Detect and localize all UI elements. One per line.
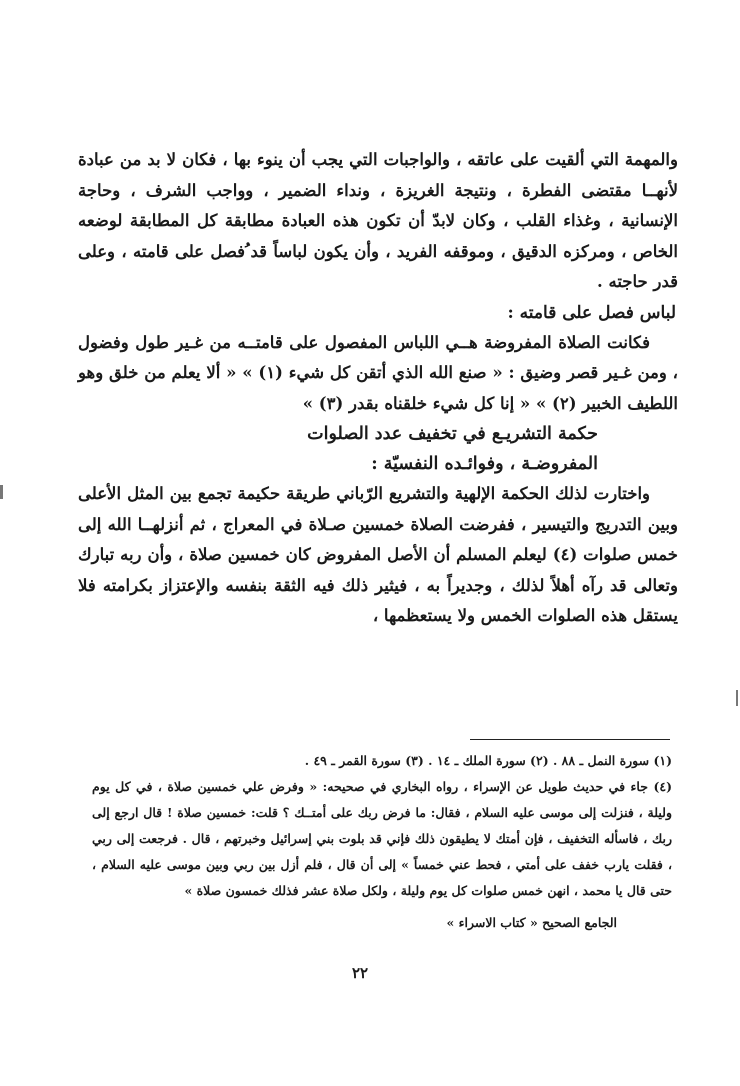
scan-edge-mark xyxy=(736,690,738,706)
paragraph-1: والمهمة التي ألقيت على عاتقه ، والواجبات التي يجب أن ينوء بها ، فكان لا بد من عبادة لأنهــا مقتضى الفطرة ، ونتيجة الغريزة ، ونداء الضمير ، وواجب الشرف ، وحاجة الإنسانية ، وغذاء القلب ، وكان لابدّ أن تكون هذه العبادة مطابقة كل المطابقة لوضعه الخاص ، ومركزه الدقيق ، وموقفه الفريد ، وأن يكون لباساً قد ُفصل على قامته ، وعلى قدر حاجته . xyxy=(78,150,678,291)
footnotes xyxy=(92,748,672,936)
footnote-reference: الجامع الصحيح « كتاب الاسراء » xyxy=(446,915,617,930)
section-heading-2-line-2: المفروضـة ، وفوائـده النفسيّة : xyxy=(371,454,598,474)
section-heading-1: لباس فصل على قامته : xyxy=(507,302,676,323)
page-number: ٢٢ xyxy=(351,964,369,982)
footnote-1-3: (١) سورة النمل ـ ٨٨ . (٢) سورة الملك ـ ١٤ . (٣) سورة القمر ـ ٤٩ . xyxy=(304,753,672,768)
section-heading-2-line-1: حكمة التشريـع في تخفيف عدد الصلوات xyxy=(307,424,598,444)
main-text xyxy=(78,145,678,632)
paragraph-3: واختارت لذلك الحكمة الإلهية والتشريع الرّباني طريقة حكيمة تجمع بين المثل الأعلى وبين التدريج والتيسير ، ففرضت الصلاة خمسين صـلاة في المعراج ، ثم أنزلهــا الله إلى خمس صلوات (٤) ليعلم المسلم أن الأصل المفروض كان خمسين صلاة ، وأن ربه تبارك وتعالى قد رآه أهلاً لذلك ، وجديراً به ، فيثير ذلك فيه الثقة بنفسه والإعتزاز بكرامته فلا يستقل هذه الصلوات الخمس ولا يستعظمها ، xyxy=(78,484,679,625)
paragraph-2: فكانت الصلاة المفروضة هــي اللباس المفصول على قامتــه من غـير طول وفضول ، ومن غـير قصر وضيق : « صنع الله الذي أتقن كل شيء (١) » « ألا يعلم من خلق وهو اللطيف الخبير (٢) » « إنا كل شيء خلقناه بقدر (٣) » xyxy=(78,332,678,413)
footnote-4: (٤) جاء في حديث طويل عن الإسراء ، رواه البخاري في صحيحه: « وفرض علي خمسين صلاة ، في كل يوم وليلة ، فنزلت إلى موسى عليه السلام ، فقال: ما فرض ربك على أمتــك ؟ قلت: خمسين صلاة ! قال ارجع إلى ربك ، فاسأله التخفيف ، فإن أمتك لا يطيقون ذلك فإني قد بلوت بني إسرائيل وخبرتهم ، قال . فرجعت إلى ربي ، فقلت يارب خفف على أمتي ، فحط عني خمساً » إلى أن قال ، فلم أزل بين ربي وبين موسى عليه السلام ، حتى قال يا محمد ، انهن خمس صلوات كل يوم وليلة ، ولكل صلاة عشر فذلك خمسون صلاة » xyxy=(92,779,672,898)
scan-edge-mark xyxy=(0,485,3,499)
footnote-separator xyxy=(470,739,670,740)
